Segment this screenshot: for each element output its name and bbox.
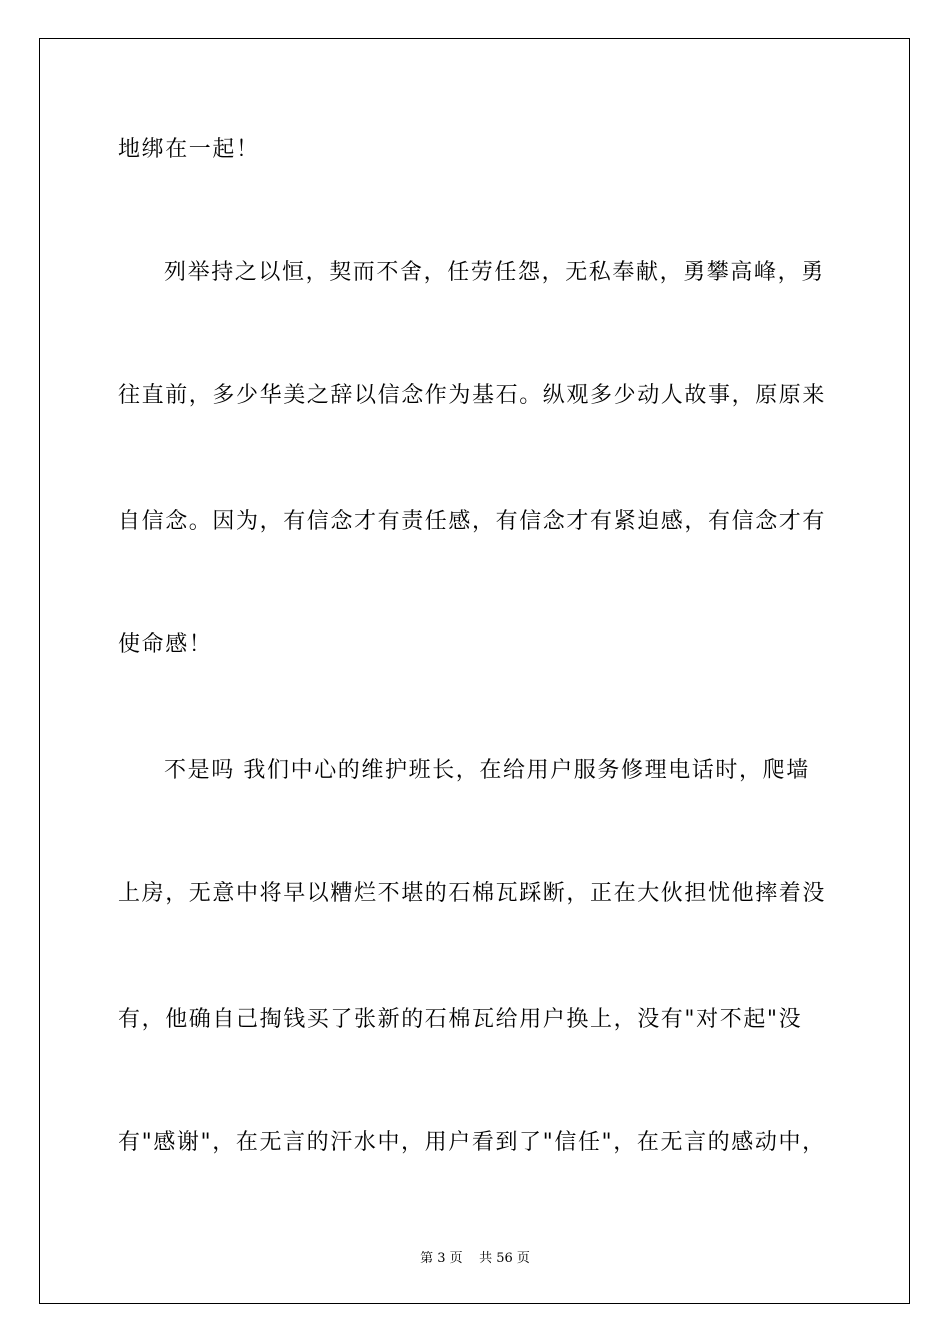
- text-line-4: 自信念。因为，有信念才有责任感，有信念才有紧迫感，有信念才有: [118, 509, 827, 534]
- text-line-5: 使命感！: [118, 632, 213, 657]
- page-number-footer: 第 3 页 共 56 页: [420, 1251, 530, 1266]
- text-line-7: 上房，无意中将早以糟烂不堪的石棉瓦踩断，正在大伙担忧他摔着没: [118, 881, 827, 906]
- text-line-8: 有，他确自己掏钱买了张新的石棉瓦给用户换上，没有"对不起"没: [118, 1007, 803, 1032]
- page-border: [39, 38, 910, 1304]
- text-line-1: 地绑在一起！: [118, 137, 260, 162]
- text-line-9: 有"感谢"，在无言的汗水中，用户看到了"信任"，在无言的感动中，: [118, 1130, 826, 1155]
- text-line-2: 列举持之以恒，契而不舍，任劳任怨，无私奉献，勇攀高峰，勇: [164, 260, 825, 285]
- text-line-6: 不是吗 我们中心的维护班长，在给用户服务修理电话时，爬墙: [164, 758, 810, 783]
- text-line-3: 往直前，多少华美之辞以信念作为基石。纵观多少动人故事，原原来: [118, 383, 827, 408]
